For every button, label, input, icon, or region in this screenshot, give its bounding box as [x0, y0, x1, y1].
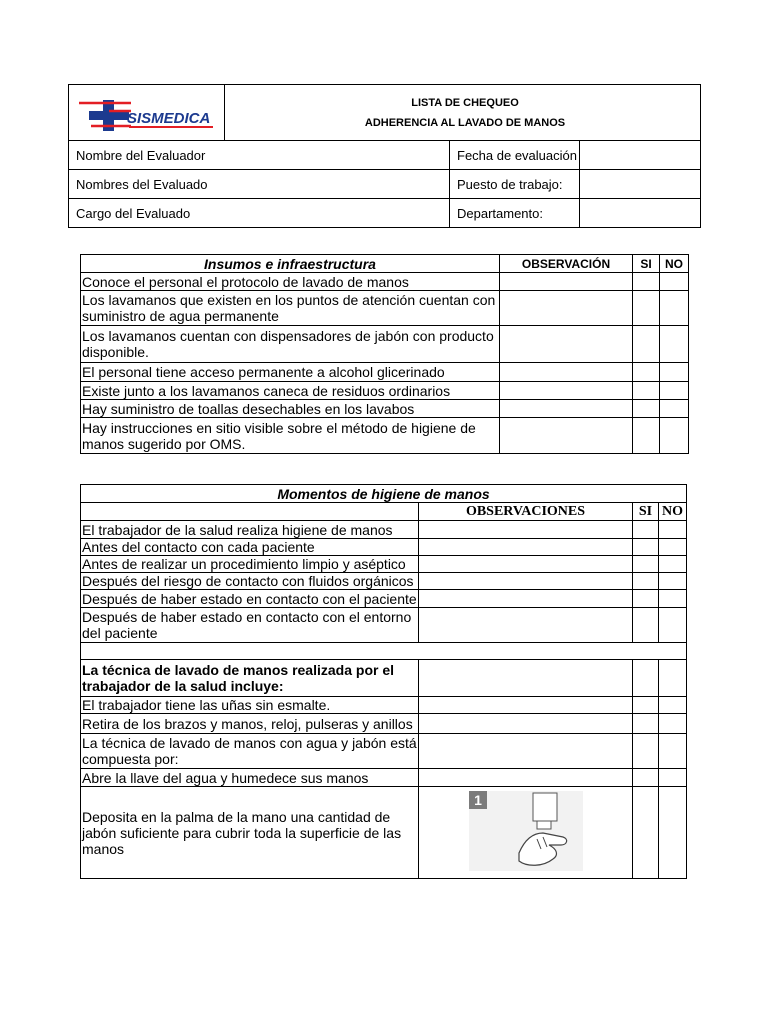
evaluador-label: Nombre del Evaluador: [69, 141, 450, 170]
row-label: Antes de realizar un procedimiento limpio y aséptico: [81, 556, 419, 573]
table-row: [81, 418, 689, 454]
insumos-heading: Insumos e infraestructura: [81, 255, 500, 273]
observation-cell[interactable]: [500, 326, 633, 363]
si-header: SI: [633, 255, 660, 273]
header-table: [68, 84, 701, 228]
row-label: El trabajador de la salud realiza higiene de manos: [81, 521, 419, 539]
no-cell[interactable]: [659, 521, 687, 539]
row-label: Hay suministro de toallas desechables en los lavabos: [81, 400, 500, 418]
momentos-table: [80, 484, 687, 879]
no-cell[interactable]: [660, 400, 689, 418]
si-cell[interactable]: [633, 714, 659, 734]
row-label: La técnica de lavado de manos con agua y jabón está compuesta por:: [82, 735, 417, 767]
row-label: Después de haber estado en contacto con el paciente: [82, 590, 417, 607]
title-line1: LISTA DE CHEQUEO: [411, 96, 519, 109]
table-row: [81, 291, 689, 326]
si-cell[interactable]: [633, 326, 660, 363]
insumos-table: [80, 254, 689, 454]
si-cell[interactable]: [633, 363, 660, 382]
table-row: [81, 787, 687, 879]
observation-cell[interactable]: [419, 734, 633, 769]
no-cell[interactable]: [659, 787, 687, 879]
table-row: [81, 521, 687, 539]
si-cell[interactable]: [633, 382, 660, 400]
row-label: El personal tiene acceso permanente a alcohol glicerinado: [81, 363, 500, 382]
table-row: [81, 769, 687, 787]
si-cell[interactable]: [633, 573, 659, 590]
row-label: Existe junto a los lavamanos caneca de residuos ordinarios: [81, 382, 500, 400]
observation-cell[interactable]: [500, 273, 633, 291]
no-cell[interactable]: [660, 273, 689, 291]
observation-cell[interactable]: [419, 556, 633, 573]
observation-cell[interactable]: [500, 418, 633, 454]
table-row: [81, 363, 689, 382]
no-cell[interactable]: [659, 539, 687, 556]
observation-cell[interactable]: [419, 714, 633, 734]
si-cell[interactable]: [633, 418, 660, 454]
observation-cell[interactable]: [419, 539, 633, 556]
si-cell[interactable]: [633, 660, 659, 697]
observation-cell[interactable]: [419, 769, 633, 787]
spacer-cell: [81, 643, 687, 660]
departamento-field[interactable]: [580, 199, 701, 228]
si-cell[interactable]: [633, 556, 659, 573]
row-label: El trabajador tiene las uñas sin esmalte.: [81, 697, 419, 714]
no-cell[interactable]: [659, 769, 687, 787]
no-cell[interactable]: [659, 734, 687, 769]
no-cell[interactable]: [660, 382, 689, 400]
si-cell[interactable]: [633, 539, 659, 556]
row-label: Abre la llave del agua y humedece sus manos: [81, 769, 419, 787]
table-row: [81, 273, 689, 291]
si-cell[interactable]: [633, 769, 659, 787]
no-cell[interactable]: [660, 363, 689, 382]
no-header: NO: [659, 503, 687, 521]
si-cell[interactable]: [633, 787, 659, 879]
table-row: [81, 590, 687, 608]
document-title: [225, 85, 701, 141]
empty-header-cell: [81, 503, 419, 521]
row-label: Los lavamanos cuentan con dispensadores de jabón con producto disponible.: [81, 326, 500, 363]
observation-cell[interactable]: [500, 382, 633, 400]
no-cell[interactable]: [659, 556, 687, 573]
table-row: [81, 734, 687, 769]
row-label: Conoce el personal el protocolo de lavado de manos: [81, 273, 500, 291]
si-cell[interactable]: [633, 697, 659, 714]
observation-cell[interactable]: [419, 660, 633, 697]
table-row: [81, 697, 687, 714]
logo-cell: [69, 85, 225, 141]
row-label: Los lavamanos que existen en los puntos de atención cuentan con suministro de agua permanente: [81, 291, 500, 326]
puesto-label: Puesto de trabajo:: [450, 170, 580, 199]
observation-cell[interactable]: [419, 697, 633, 714]
no-cell[interactable]: [659, 697, 687, 714]
table-row: [81, 608, 687, 643]
table-row: [81, 539, 687, 556]
illustration-cell: [419, 787, 633, 879]
no-cell[interactable]: [659, 714, 687, 734]
row-label: Retira de los brazos y manos, reloj, pulseras y anillos: [81, 714, 419, 734]
title-line2: ADHERENCIA AL LAVADO DE MANOS: [364, 116, 566, 129]
observation-cell[interactable]: [500, 291, 633, 326]
step-number: 1: [473, 792, 482, 808]
si-cell[interactable]: [633, 273, 660, 291]
no-cell[interactable]: [659, 590, 687, 608]
si-cell[interactable]: [633, 400, 660, 418]
tecnica-heading: La técnica de lavado de manos realizada por el trabajador de la salud incluye:: [81, 660, 419, 697]
si-cell[interactable]: [633, 291, 660, 326]
table-row: [81, 556, 687, 573]
observation-cell[interactable]: [419, 521, 633, 539]
table-row: [81, 573, 687, 590]
si-cell[interactable]: [633, 590, 659, 608]
no-cell[interactable]: [659, 573, 687, 590]
table-row: [81, 714, 687, 734]
si-cell[interactable]: [633, 608, 659, 643]
no-cell[interactable]: [659, 660, 687, 697]
observation-cell[interactable]: [419, 590, 633, 608]
no-cell[interactable]: [660, 291, 689, 326]
no-cell[interactable]: [660, 326, 689, 363]
logo-text: SISMEDICA: [127, 110, 211, 127]
observacion-header: OBSERVACIÓN: [500, 255, 633, 273]
observation-cell[interactable]: [419, 573, 633, 590]
evaluado-label: Nombres del Evaluado: [69, 170, 450, 199]
table-row: [81, 660, 687, 697]
no-header: NO: [660, 255, 689, 273]
observation-cell[interactable]: [419, 608, 633, 643]
momentos-heading: Momentos de higiene de manos: [81, 485, 687, 503]
si-cell[interactable]: [633, 734, 659, 769]
departamento-label: Departamento:: [450, 199, 580, 228]
row-label: Hay instrucciones en sitio visible sobre el método de higiene de manos sugerido por OMS.: [81, 418, 500, 454]
puesto-field[interactable]: [580, 170, 701, 199]
row-label: Después del riesgo de contacto con fluidos orgánicos: [81, 573, 419, 590]
observation-cell[interactable]: [500, 400, 633, 418]
fecha-field[interactable]: [580, 141, 701, 170]
fecha-label: Fecha de evaluación: [450, 141, 580, 170]
soap-dispenser-illustration: [467, 789, 585, 873]
spacer-row: [81, 643, 687, 660]
no-cell[interactable]: [659, 608, 687, 643]
table-row: [81, 382, 689, 400]
no-cell[interactable]: [660, 418, 689, 454]
si-cell[interactable]: [633, 521, 659, 539]
table-row: [81, 400, 689, 418]
row-label: Antes del contacto con cada paciente: [81, 539, 419, 556]
observaciones-header: OBSERVACIONES: [419, 503, 633, 521]
si-header: SI: [633, 503, 659, 521]
sismedica-logo: [69, 85, 225, 137]
table-row: [81, 326, 689, 363]
cargo-label: Cargo del Evaluado: [69, 199, 450, 228]
observation-cell[interactable]: [500, 363, 633, 382]
row-label: Después de haber estado en contacto con el entorno del paciente: [81, 608, 419, 643]
row-label: Deposita en la palma de la mano una cantidad de jabón suficiente para cubrir toda la superficie de las manos: [81, 787, 419, 879]
